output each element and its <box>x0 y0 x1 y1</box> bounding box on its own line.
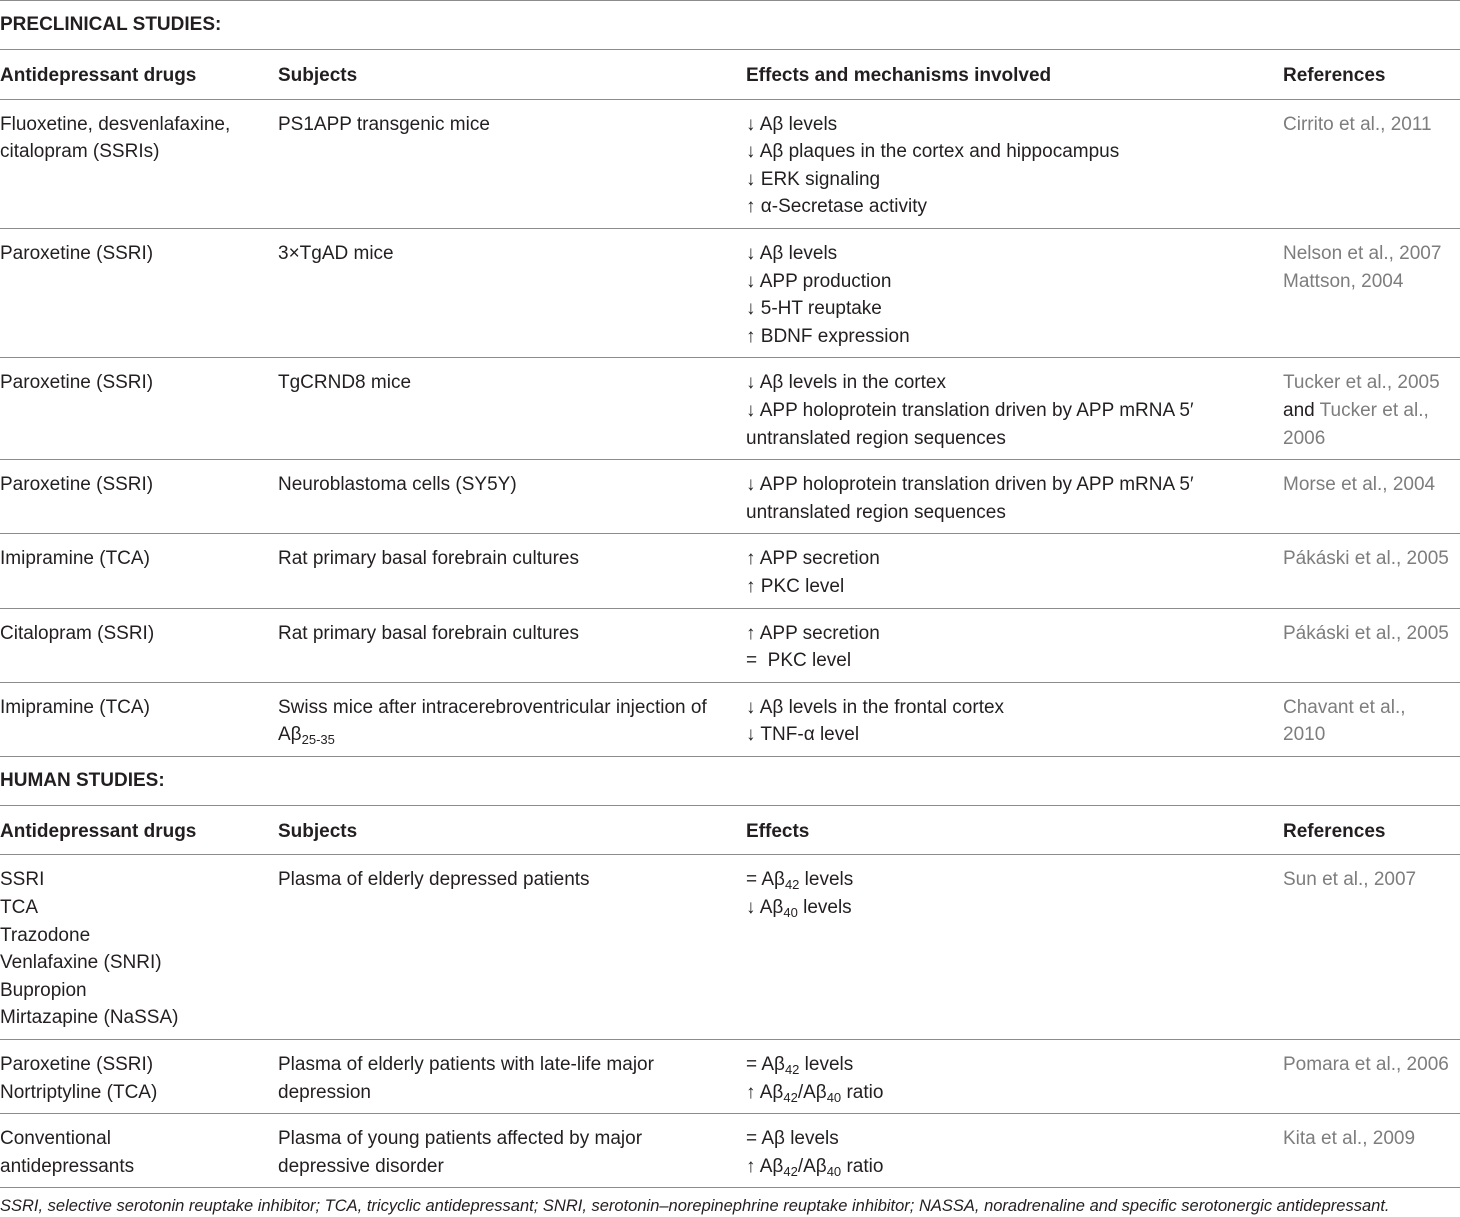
effect-text: levels <box>799 1054 854 1076</box>
column-header-drugs: Antidepressant drugs <box>0 805 278 855</box>
effect-text: /Aβ <box>797 1155 827 1177</box>
subscript: 40 <box>783 905 798 921</box>
effect-text: = Aβ levels <box>746 1128 839 1150</box>
drugs-cell: Citalopram (SSRI) <box>0 608 278 682</box>
effect-text: = Aβ <box>746 869 785 891</box>
effect-text: ↓ Aβ <box>746 897 784 919</box>
section-title-row <box>0 756 1460 805</box>
reference-link[interactable]: Tucker et al., 2006 <box>1283 399 1429 449</box>
effect-item: ↓ APP holoprotein translation driven by APP mRNA 5′ untranslated region sequences <box>746 399 1194 449</box>
reference-link[interactable]: Mattson, 2004 <box>1283 270 1404 292</box>
effect-text: levels <box>797 897 852 919</box>
column-header-subjects: Subjects <box>278 805 746 855</box>
column-header-references: References <box>1283 805 1460 855</box>
drug-name: Fluoxetine, desvenlafaxine, citalopram (SSRIs) <box>0 113 231 163</box>
effect-item: ↓ Aβ levels in the cortex <box>746 372 946 394</box>
effect-item: ↓ ERK signaling <box>746 168 881 190</box>
reference-link[interactable]: Morse et al., 2004 <box>1283 474 1436 496</box>
subscript: 40 <box>826 1163 842 1179</box>
subjects-cell <box>278 1114 746 1188</box>
subscript: 42 <box>783 1089 798 1105</box>
drug-name: Paroxetine (SSRI) <box>0 1054 154 1076</box>
subscript: 42 <box>784 877 800 893</box>
effect-text: = Aβ <box>746 1054 785 1076</box>
references-cell <box>1283 682 1460 756</box>
reference-link[interactable]: Cirrito et al., 2011 <box>1283 113 1432 135</box>
subjects-cell <box>278 1040 746 1114</box>
drugs-cell: Paroxetine (SSRI) <box>0 460 278 534</box>
effect-item <box>746 1125 1283 1153</box>
effect-item: ↑ BDNF expression <box>746 325 910 347</box>
effects-cell <box>746 228 1283 357</box>
subjects-cell: Rat primary basal forebrain cultures <box>278 608 746 682</box>
effects-cell <box>746 460 1283 534</box>
effect-item: ↓ APP production <box>746 270 892 292</box>
subscript: 42 <box>783 1163 798 1179</box>
human-section <box>0 756 1460 1188</box>
table-row <box>0 228 1460 357</box>
effect-text: ratio <box>841 1081 884 1103</box>
effect-text: ratio <box>841 1155 884 1177</box>
references-cell <box>1283 1040 1460 1114</box>
column-header-effects: Effects and mechanisms involved <box>746 50 1283 100</box>
column-header-row <box>0 50 1460 100</box>
preclinical-section <box>0 1 1460 757</box>
effects-cell <box>746 608 1283 682</box>
effect-item <box>746 1153 1283 1181</box>
references-cell <box>1283 228 1460 357</box>
effects-cell <box>746 682 1283 756</box>
effect-item <box>746 1051 1283 1079</box>
effect-item: ↓ APP holoprotein translation driven by APP mRNA 5′ untranslated region sequences <box>746 474 1194 523</box>
reference-link[interactable]: Pomara et al., 2006 <box>1283 1054 1449 1076</box>
section-title-preclinical: PRECLINICAL STUDIES: <box>0 1 1460 50</box>
drug-name: Trazodone <box>0 924 91 946</box>
effects-cell <box>746 358 1283 460</box>
table-footnote: SSRI, selective serotonin reuptake inhibitor; TCA, tricyclic antidepressant; SNRI, serotonin–norepinephrine reuptake inhibitor; NASSA, noradrenaline and specific serotonergic antidepressant. <box>0 1197 1390 1216</box>
references-cell <box>1283 460 1460 534</box>
table-row <box>0 358 1460 460</box>
drugs-cell <box>0 1040 278 1114</box>
effects-cell <box>746 1114 1283 1188</box>
column-header-row <box>0 805 1460 855</box>
effects-cell <box>746 1040 1283 1114</box>
table-row <box>0 534 1460 608</box>
reference-link[interactable]: Chavant et al., 2010 <box>1283 696 1406 746</box>
references-cell <box>1283 534 1460 608</box>
effect-text: levels <box>799 869 854 891</box>
effect-item: ↓ Aβ plaques in the cortex and hippocampus <box>746 141 1120 163</box>
effects-cell <box>746 855 1283 1040</box>
effect-item: ↓ Aβ levels <box>746 242 838 264</box>
reference-link[interactable]: Tucker et al., 2005 <box>1283 372 1440 394</box>
drugs-cell <box>0 855 278 1040</box>
effect-item <box>746 1079 1283 1107</box>
effect-item: ↓ Aβ levels <box>746 113 838 135</box>
subscript: 25-35 <box>301 732 335 748</box>
column-header-drugs: Antidepressant drugs <box>0 50 278 100</box>
subjects-cell: PS1APP transgenic mice <box>278 99 746 228</box>
column-header-effects: Effects <box>746 805 1283 855</box>
effect-item: ↑ APP secretion <box>746 622 880 644</box>
table-row <box>0 1040 1460 1114</box>
reference-conjunction: and <box>1283 399 1320 421</box>
references-cell <box>1283 608 1460 682</box>
drug-name: SSRI <box>0 869 45 891</box>
drugs-cell: Imipramine (TCA) <box>0 682 278 756</box>
column-header-references: References <box>1283 50 1460 100</box>
effect-item: = PKC level <box>746 650 852 672</box>
table-row <box>0 855 1460 1040</box>
drugs-cell: Paroxetine (SSRI) <box>0 358 278 460</box>
subjects-text: Plasma of young patients affected by major depressive disorder <box>278 1128 643 1177</box>
subjects-cell: Plasma of elderly depressed patients <box>278 855 746 1040</box>
drug-name: TCA <box>0 897 38 919</box>
reference-link[interactable]: Nelson et al., 2007 <box>1283 242 1442 264</box>
effects-cell <box>746 99 1283 228</box>
effect-text: /Aβ <box>797 1081 827 1103</box>
effect-item: ↓ TNF-α level <box>746 724 860 746</box>
subjects-text: Swiss mice after intracerebroventricular injection of Aβ <box>278 696 707 746</box>
references-cell <box>1283 358 1460 460</box>
reference-link[interactable]: Sun et al., 2007 <box>1283 869 1417 891</box>
drug-name: Bupropion <box>0 979 87 1001</box>
drug-name: Venlafaxine (SNRI) <box>0 952 162 974</box>
reference-link[interactable]: Pákáski et al., 2005 <box>1283 548 1449 570</box>
drug-name: Conventional antidepressants <box>0 1128 135 1177</box>
subjects-cell: 3×TgAD mice <box>278 228 746 357</box>
effect-item: ↓ 5-HT reuptake <box>746 298 882 320</box>
drugs-cell <box>0 1114 278 1188</box>
reference-link[interactable]: Kita et al., 2009 <box>1283 1128 1416 1150</box>
subjects-cell: TgCRND8 mice <box>278 358 746 460</box>
reference-link[interactable]: Pákáski et al., 2005 <box>1283 622 1449 644</box>
effect-text: ↑ Aβ <box>746 1155 784 1177</box>
effect-item <box>746 894 1283 922</box>
drugs-cell: Imipramine (TCA) <box>0 534 278 608</box>
references-cell <box>1283 1114 1460 1188</box>
effect-item: ↓ Aβ levels in the frontal cortex <box>746 696 1005 718</box>
effect-item: ↑ APP secretion <box>746 548 880 570</box>
subscript: 40 <box>826 1089 842 1105</box>
subscript: 42 <box>784 1062 800 1078</box>
subjects-text: Plasma of elderly patients with late-life major depression <box>278 1054 654 1103</box>
effects-cell <box>746 534 1283 608</box>
effect-item: ↑ α-Secretase activity <box>746 196 927 218</box>
table-row <box>0 682 1460 756</box>
table-row <box>0 1114 1460 1188</box>
section-title-row <box>0 1 1460 50</box>
table-row <box>0 99 1460 228</box>
column-header-subjects: Subjects <box>278 50 746 100</box>
effect-item: ↑ PKC level <box>746 575 845 597</box>
references-cell <box>1283 99 1460 228</box>
subjects-cell: Neuroblastoma cells (SY5Y) <box>278 460 746 534</box>
subjects-cell <box>278 682 746 756</box>
effect-text: ↑ Aβ <box>746 1081 784 1103</box>
drugs-cell: Paroxetine (SSRI) <box>0 228 278 357</box>
drug-name: Nortriptyline (TCA) <box>0 1081 158 1103</box>
references-cell <box>1283 855 1460 1040</box>
effect-item <box>746 866 1283 894</box>
subjects-cell: Rat primary basal forebrain cultures <box>278 534 746 608</box>
drugs-cell <box>0 99 278 228</box>
drug-name: Mirtazapine (NaSSA) <box>0 1007 179 1029</box>
section-title-human: HUMAN STUDIES: <box>0 756 1460 805</box>
table-row <box>0 608 1460 682</box>
table-row <box>0 460 1460 534</box>
